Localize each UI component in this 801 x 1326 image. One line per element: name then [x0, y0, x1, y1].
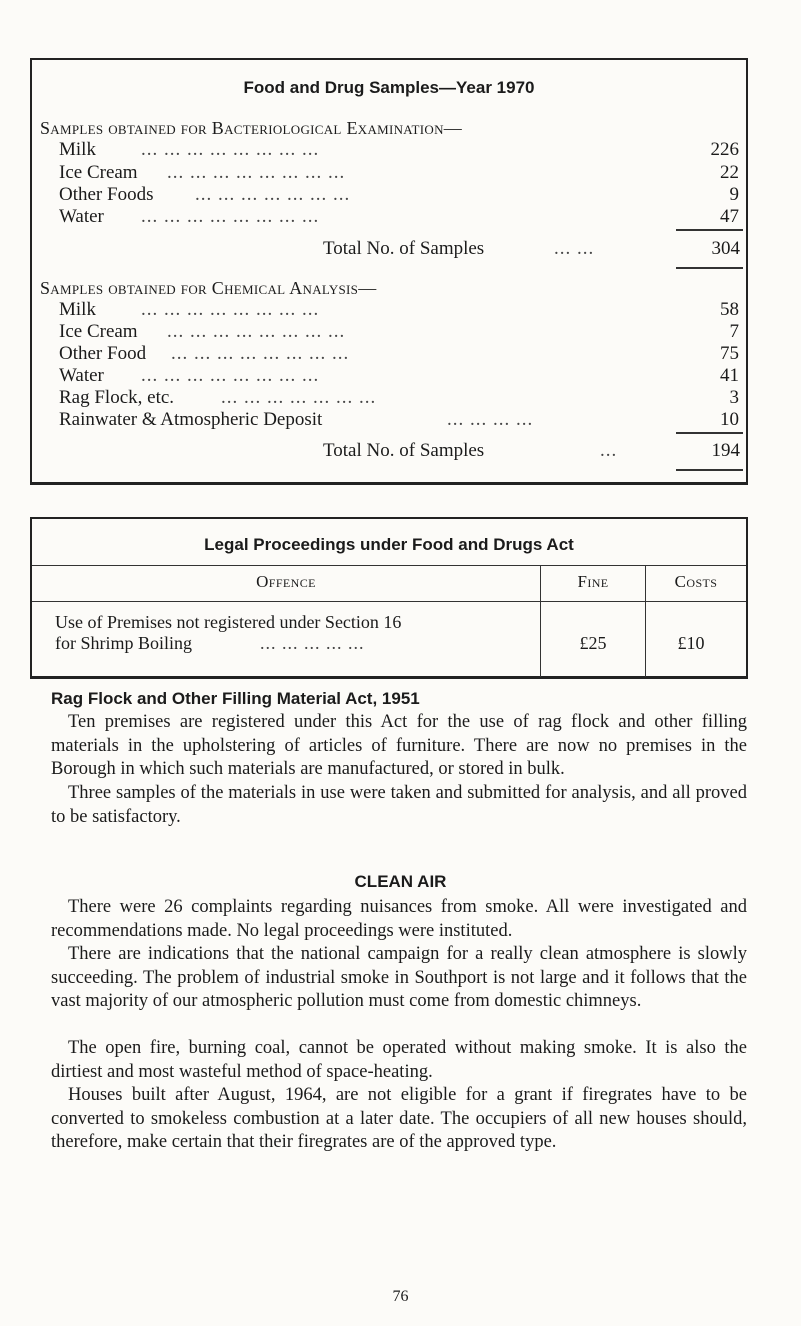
rag-flock-paragraph: Three samples of the materials in use were taken and submitted for analysis, and all proved to be satisfactory. — [51, 783, 747, 827]
bact-row-water: Water ... ... ... ... ... ... ... ... 47 — [59, 206, 739, 227]
chem-label: Ice Cream — [59, 321, 138, 342]
offence-header: Offence — [256, 572, 316, 591]
legal-proceedings-title: Legal Proceedings under Food and Drugs Act — [204, 535, 574, 554]
chem-value: 10 — [720, 409, 739, 430]
total-rule — [676, 469, 743, 471]
bact-row-ice-cream: Ice Cream ... ... ... ... ... ... ... ... 22 — [59, 162, 739, 183]
bact-label: Other Foods — [59, 184, 154, 205]
chem-label: Water — [59, 365, 104, 386]
rag-flock-heading: Rag Flock and Other Filling Material Act, 1951 — [51, 689, 420, 708]
rag-flock-paragraph: Ten premises are registered under this Act for the use of rag flock and other filling materials in the upholstering of articles of furniture. There are now no premises in the Borough in which such materials are manufactured, or stored in bulk. — [51, 712, 747, 779]
bact-row-milk: Milk ... ... ... ... ... ... ... ... 226 — [59, 139, 739, 160]
clean-air-paragraph: There are indications that the national campaign for a really clean atmosphere is slowly succeeding. The problem of industrial smoke in Southport is not large and it follows that the vast majority of our atmospheric pollution must come from domestic chimneys. — [51, 944, 747, 1011]
chem-value: 7 — [729, 321, 739, 342]
fine-value: £25 — [579, 633, 607, 653]
offence-text-line1: Use of Premises not registered under Section 16 — [55, 612, 402, 632]
clean-air-paragraph: The open fire, burning coal, cannot be operated without making smoke. It is also the dirtiest and most wasteful method of space-heating. — [51, 1038, 747, 1082]
offence-text-line2: for Shrimp Boiling — [55, 633, 193, 653]
clean-air-paragraph: Houses built after August, 1964, are not eligible for a grant if firegrates have to be converted to smokeless combustion at a later date. The occupiers of all new houses should, therefore, make certain that their firegrates are of the approved type. — [51, 1085, 747, 1152]
total-rule — [676, 267, 743, 269]
chem-total-value: 194 — [711, 440, 740, 461]
costs-header: Costs — [674, 572, 718, 591]
chem-value: 41 — [720, 365, 739, 386]
bact-value: 9 — [729, 184, 739, 205]
clean-air-heading: CLEAN AIR — [354, 872, 447, 891]
chem-value: 75 — [720, 343, 739, 364]
bact-label: Water — [59, 206, 104, 227]
clean-air-paragraph: There were 26 complaints regarding nuisances from smoke. All were investigated and recommendations made. No legal proceedings were instituted. — [51, 897, 747, 941]
chem-value: 58 — [720, 299, 739, 320]
chem-row: Milk ... ... ... ... ... ... ... ... 58 — [59, 299, 739, 320]
chem-row: Ice Cream ... ... ... ... ... ... ... ... 7 — [59, 321, 739, 342]
page-number: 76 — [392, 1288, 409, 1305]
fine-header: Fine — [577, 572, 609, 591]
subtotal-rule — [676, 229, 743, 231]
chem-row: Water ... ... ... ... ... ... ... ... 41 — [59, 365, 739, 386]
bact-value: 47 — [720, 206, 739, 227]
bact-value: 226 — [710, 139, 739, 160]
chem-row: Other Food ... ... ... ... ... ... ... ... 75 — [59, 343, 739, 364]
chem-label: Milk — [59, 299, 96, 320]
costs-value: £10 — [677, 633, 705, 653]
chemical-heading: Samples obtained for Chemical Analysis— — [40, 278, 377, 298]
food-drug-samples-title: Food and Drug Samples—Year 1970 — [243, 78, 535, 97]
bact-label: Milk — [59, 139, 96, 160]
chem-label: Rag Flock, etc. — [59, 387, 175, 408]
chem-label: Rainwater & Atmospheric Deposit — [59, 409, 323, 430]
chem-row: Rag Flock, etc. ... ... ... ... ... ... ... 3 — [59, 387, 739, 408]
chem-value: 3 — [729, 387, 739, 408]
subtotal-rule — [676, 432, 743, 434]
bact-total-label: Total No. of Samples — [323, 238, 485, 259]
chem-total-label: Total No. of Samples — [323, 440, 485, 461]
chem-label: Other Food — [59, 343, 147, 364]
bact-total-value: 304 — [711, 238, 740, 259]
bact-label: Ice Cream — [59, 162, 138, 183]
bacteriological-heading: Samples obtained for Bacteriological Examination— — [40, 118, 463, 138]
chem-row: Rainwater & Atmospheric Deposit ... ... ... ... 10 — [59, 409, 739, 430]
bact-value: 22 — [720, 162, 739, 183]
bact-row-other-foods: Other Foods ... ... ... ... ... ... ... 9 — [59, 184, 739, 205]
